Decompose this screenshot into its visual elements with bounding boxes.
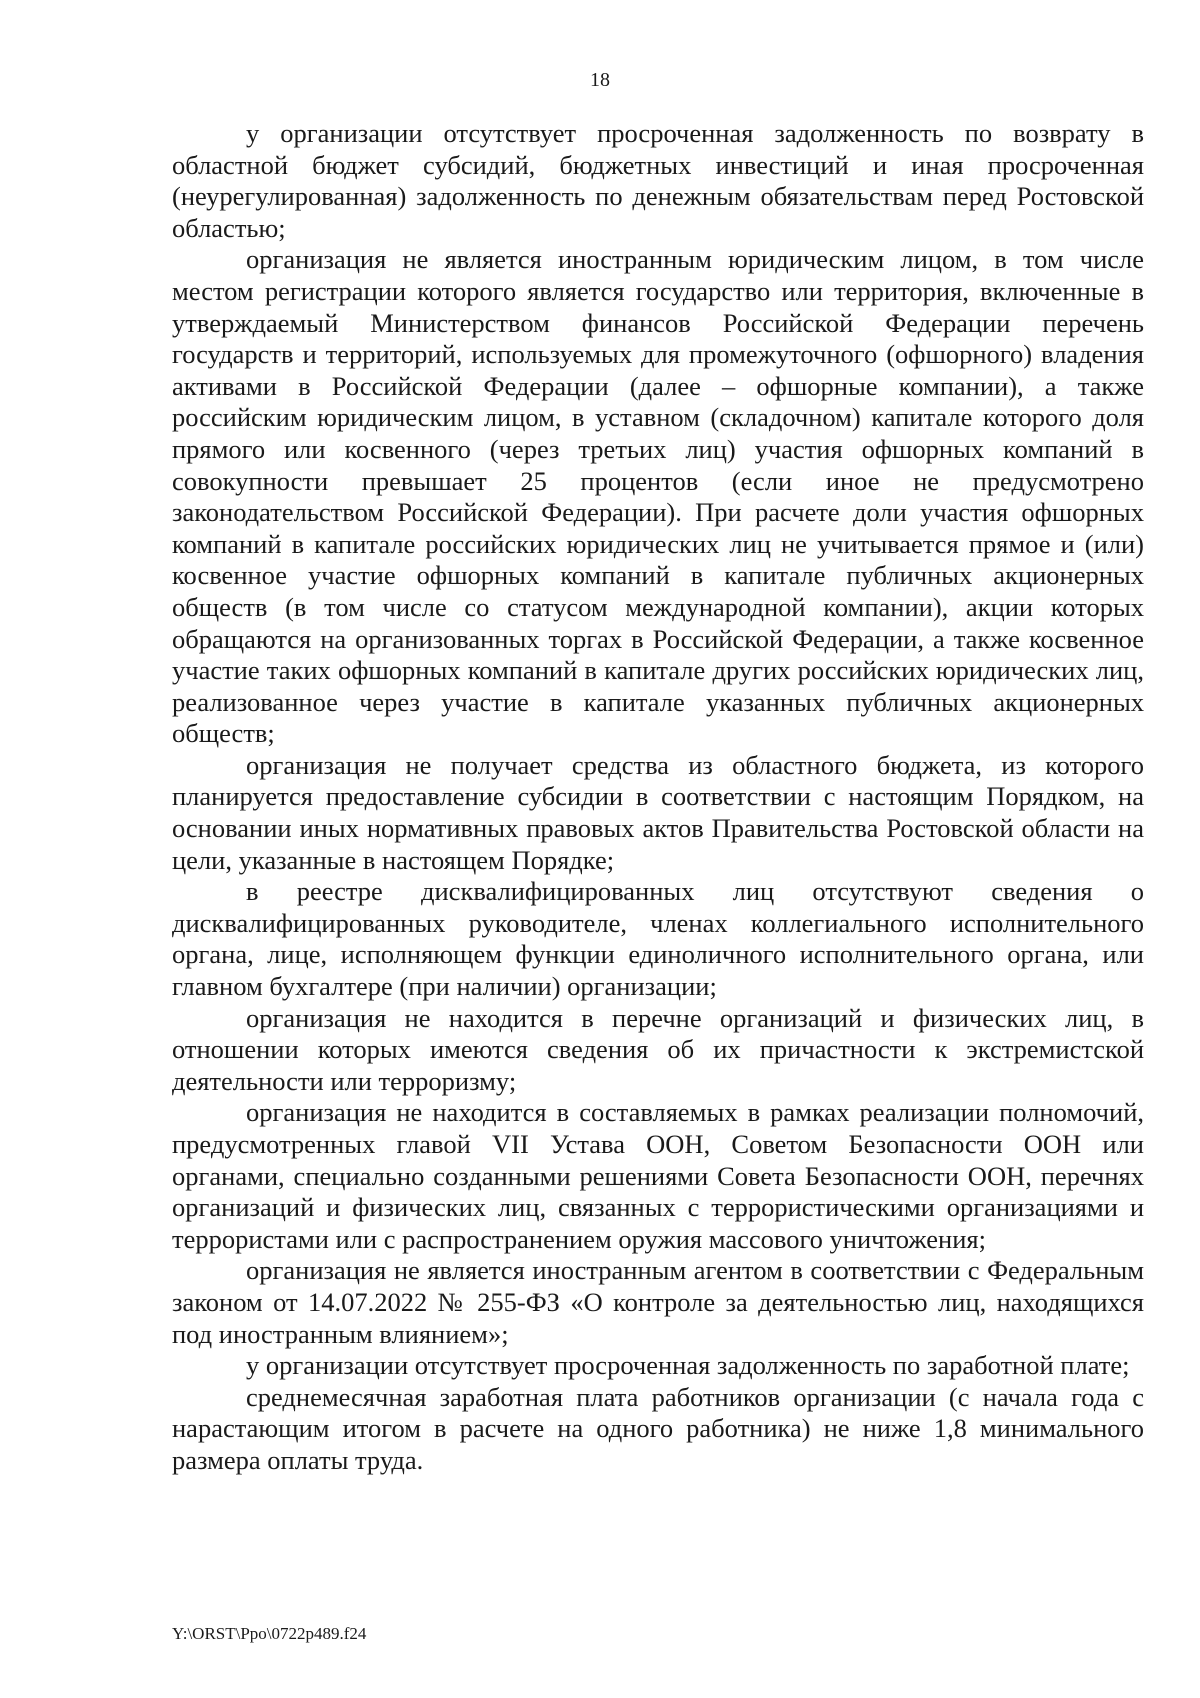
paragraph-no-overdue-debt: у организации отсутствует просроченная задолженность по возврату в областной бюджет субсидий, бюджетных инвестиций и иная просроченная (неурегулированная) задолженность по денежным обязательствам перед Ростовской областью; [172,118,1144,243]
paragraph-wage-arrears: у организации отсутствует просроченная задолженность по заработной плате; [246,1350,1130,1381]
paragraph-not-foreign-entity: организация не является иностранным юридическим лицом, в том числе местом регистрации которого является государство или территория, включенные в утверждаемый Министерством финансов Российской Федерации перечень государств и территорий, используемых для промежуточного (офшорного) владения активами в Российской Федерации (далее – офшорные компании), а также российским юридическим лицом, в уставном (складочном) капитале которого доля прямого или косвенного (через третьих лиц) участия офшорных компаний в совокупности превышает 25 процентов (если иное не предусмотрено законодательством Российской Федерации). При расчете доли участия офшорных компаний в капитале российских юридических лиц не учитывается прямое и (или) косвенное участие офшорных компаний в капитале публичных акционерных обществ (в том числе со статусом международной компании), акции которых обращаются на организованных торгах в Российской Федерации, а также косвенное участие таких офшорных компаний в капитале других российских юридических лиц, реализованное через участие в капитале указанных публичных акционерных обществ; [172,244,1144,749]
paragraph-average-wage: среднемесячная заработная плата работников организации (с начала года с нарастающим итогом в расчете на одного работника) не ниже 1,8 минимального размера оплаты труда. [172,1381,1144,1475]
paragraph-un-lists: организация не находится в составляемых в рамках реализации полномочий, предусмотренных главой VII Устава ООН, Советом Безопасности ООН или органами, специально созданными решениями Совета Безопасности ООН, перечнях организаций и физических лиц, связанных с террористическими организациями и террористами или с распространением оружия массового уничтожения; [172,1097,1144,1254]
footer-file-path: Y:\ORST\Ppo\0722p489.f24 [172,1624,367,1643]
paragraph-extremism-list: организация не находится в перечне организаций и физических лиц, в отношении которых имеются сведения об их причастности к экстремистской деятельности или терроризму; [172,1002,1144,1096]
paragraph-disqualified-persons: в реестре дисквалифицированных лиц отсутствуют сведения о дисквалифицированных руководителе, членах коллегиального исполнительного органа, лице, исполняющем функции единоличного исполнительного органа, или главном бухгалтере (при наличии) организации; [172,876,1144,1002]
page-number: 18 [590,69,610,91]
document-body [172,118,1144,1477]
paragraph-foreign-agent: организация не является иностранным агентом в соответствии с Федеральным законом от 14.07.2022 № 255-ФЗ «О контроле за деятельностью лиц, находящихся под иностранным влиянием»; [172,1255,1144,1349]
paragraph-no-other-budget-funds: организация не получает средства из областного бюджета, из которого планируется предоставление субсидии в соответствии с настоящим Порядком, на основании иных нормативных правовых актов Правительства Ростовской области на цели, указанные в настоящем Порядке; [172,749,1144,875]
